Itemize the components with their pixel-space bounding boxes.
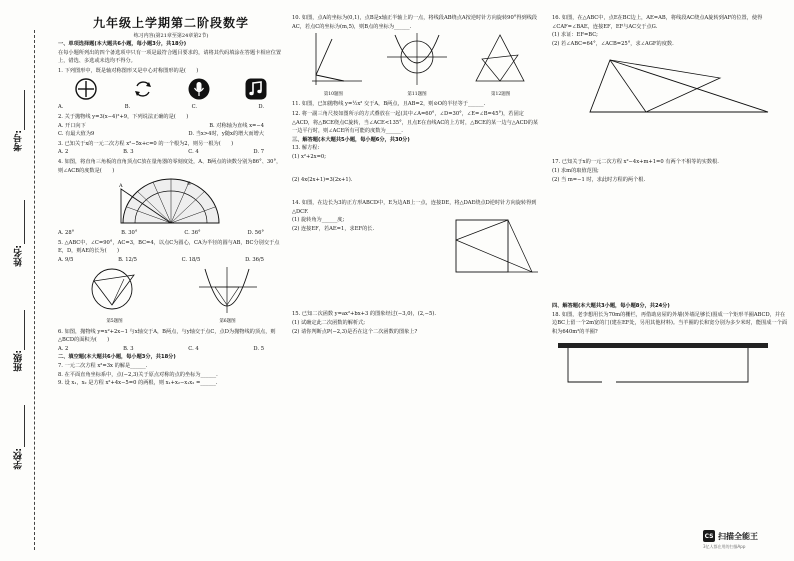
option-b: B. 12/5 (118, 256, 137, 263)
question-2: 2. 关于抛物线 y=3(x−4)²+9，下列说法正确的是( ) (58, 113, 189, 120)
question-11: 11. 如图，已知抛物线 y=½x² 交于A，B两点，且AB=2，则⊙O的半径等于______. (292, 101, 486, 108)
question-17: 17. 已知关于x的一元二次方程 x²−4x+m+1=0 有两个不相等的实数根. (552, 159, 719, 166)
refresh-arrows-icon (132, 78, 154, 100)
question-2-options-row1 (58, 122, 284, 131)
microphone-icon (188, 78, 210, 100)
figure-10 (302, 31, 364, 99)
name-blank (24, 200, 25, 244)
question-14-part1: (1) 旋转角为______度; (292, 217, 345, 224)
question-14: 14. 如图，在边长为3的正方形ABCD中，E为边AB上一点，连接DE，将△DAE绕点D逆时针方向旋转得到△DCF. (292, 200, 537, 215)
section-3-heading: 三、解答题(本大题共5小题，每小题6分，共30分) (292, 136, 410, 143)
option-c: C. 有最大值为9 (58, 131, 95, 138)
question-13-part2: (2) 4x(2x+1)=3(2x+1). (292, 176, 353, 183)
option-c: C. 36° (184, 230, 201, 237)
label-name: 姓名: (14, 245, 24, 267)
label-a: A (119, 183, 123, 190)
figure-5-caption: 第5题图 (106, 319, 123, 325)
question-6-options (58, 345, 284, 354)
cut-line (34, 30, 35, 550)
figure-11-caption: 第11题图 (407, 91, 427, 97)
question-17-part1: (1) 求m的取值范围; (552, 167, 599, 174)
question-15-part2: (2) 请你判断点P(−2,3)是否在这个二次函数的图象上? (292, 328, 418, 335)
option-a: A. 2 (58, 345, 69, 352)
question-6: 6. 如图，抛物线 y=x²+2x−1 与x轴交于A，B两点，与y轴交于点C，点D为抛物线的顶点，则△BCD的面积为( ) (58, 328, 276, 344)
option-d: D. 36/5 (245, 256, 264, 263)
triangle-rotation-figure (570, 50, 770, 130)
section-1-note: 在每小题所列出的四个备选项中只有一项是最符合题目要求的，请将其代码填涂在答题卡相应位置上，错选、多选或未选均不得分。 (58, 49, 282, 65)
scanner-watermark (703, 530, 758, 549)
option-a: A. 开口向下 (58, 122, 86, 129)
question-3: 3. 已知关于x的一元二次方程 x²−5x+c=0 的一个根为2，则另一根为( ) (58, 140, 234, 147)
figure-10-caption: 第10题图 (323, 91, 343, 97)
class-blank (24, 310, 25, 350)
option-a: A. 28° (58, 230, 75, 237)
option-a: A. 9/5 (58, 256, 74, 263)
option-d: D. 5 (253, 345, 264, 352)
column-3 (552, 14, 788, 391)
question-1-options (58, 103, 284, 112)
plus-circle-icon (75, 78, 97, 100)
camscanner-logo: CS (703, 530, 715, 542)
question-14-body (292, 216, 542, 276)
question-14-part2: (2) 连接EF，若AE=1，求EF的长. (292, 225, 375, 232)
option-c: C. 4 (188, 345, 199, 352)
school-blank (24, 405, 25, 447)
question-16: 16. 如图，在△ABC中，点E在BC边上，AE=AB，将线段AC绕点A旋转到AF的位置，使得∠CAF=∠BAE，连接EF，EF与AC交于点G. (552, 15, 763, 30)
option-b: B. 3 (123, 149, 134, 156)
square-rotation-figure (452, 216, 542, 276)
figure-5 (84, 265, 146, 327)
option-a: A. (58, 104, 64, 111)
question-4: 4. 如图，将直角三角板的直角顶点C放在量角器的零刻度处，A、B两点的读数分别为86°、30°，则∠ACB的度数是( ) (58, 158, 282, 174)
option-d: D. 56° (247, 230, 264, 237)
label-b: B (187, 181, 191, 188)
question-5-options (58, 256, 284, 265)
option-b: B. (124, 104, 131, 111)
figure-6 (197, 265, 259, 327)
section-4-heading: 四、解答题(本大题共3小题，每小题8分，共24分) (552, 303, 670, 310)
figure-11 (385, 31, 449, 99)
option-c: C. 4 (188, 149, 199, 156)
option-d: D. 7 (253, 149, 264, 156)
fence-figure (558, 343, 768, 392)
question-5: 5. △ABC中，∠C=90°，AC=3，BC=4，以点C为圆心，CA为半径的圆与AB，BC分别交于点E，D，则AE的长为( ) (58, 239, 280, 255)
option-b: B. 3 (123, 345, 134, 352)
label-school: 学校: (14, 448, 24, 470)
camscanner-tagline: 3亿人都在用的扫描App (703, 544, 746, 549)
binding-margin (4, 30, 48, 550)
figure-12-caption: 第12题图 (491, 91, 511, 97)
label-exam-number: 考号: (14, 130, 24, 152)
exam-number-blank (24, 90, 25, 130)
question-13-part1: (1) x²+2x=0; (292, 153, 326, 160)
question-17-part2: (2) 当 m=−1 时，求此时方程的两个根. (552, 176, 646, 183)
figures-10-12 (292, 31, 542, 99)
question-12: 12. 将一副三角尺按如图所示的方式叠放在一起(其中∠A=60°，∠D=30°，∠E=∠B=45°)，若固定△ACD，将△BCE绕点C旋转，当∠ACE<135°，且点E在直线AC的上方时，△BCE的某一边与△ACD的某一边平行时，则∠ACE所有可能的度数为______. (292, 110, 539, 135)
figure-12 (470, 31, 532, 99)
exam-title: 九年级上学期第二阶段数学 (92, 16, 249, 30)
question-9: 9. 设 x₁，x₂ 是方程 x²+4x−5=0 的两根，则 x₁+x₂−x₁x₂ =______. (58, 380, 218, 387)
exam-subtitle: 练习内容(第21章至第24章第2节) (133, 33, 209, 39)
section-1-heading: 一、单项选择题(本大题共6小题，每小题3分，共18分) (58, 41, 187, 47)
question-2-options-row2 (58, 130, 284, 139)
option-a: A. 2 (58, 149, 69, 156)
column-2 (292, 14, 542, 336)
question-1-figures (58, 78, 284, 100)
option-b: B. 对称轴为直线 x=−4 (209, 122, 264, 129)
music-note-icon (245, 78, 267, 100)
option-c: C. (191, 104, 197, 111)
question-13: 13. 解方程: (292, 145, 320, 152)
protractor-figure (119, 177, 223, 227)
option-d: D. (258, 104, 264, 111)
option-c: C. 18/5 (181, 256, 201, 263)
option-d: D. 当x>4时，y随x的增大而增大 (188, 131, 264, 138)
camscanner-name: 扫描全能王 (718, 531, 758, 541)
question-16-part2: (2) 若∠ABC=64°，∠ACB=25°，求∠AGF的度数. (552, 40, 674, 47)
label-class: 班级: (14, 350, 24, 372)
question-4-options (58, 229, 284, 238)
figures-5-6 (58, 265, 284, 327)
figure-6-caption: 第6题图 (219, 319, 236, 325)
question-18: 18. 如图，老李想用长为70m的栅栏，再借助房屋的外墙(外墙足够长)围成一个矩形羊圈ABCD，并在边BC上留一个2m宽的门(建在EF处，另用其他材料)。当羊圈的长和宽分别为多少米时，能围成一个面积为640m²的羊圈? (552, 311, 788, 335)
question-1: 1. 下列图形中，既是轴对称图形又是中心对称图形的是( ) (58, 67, 199, 74)
question-15-part1: (1) 试确定此二次函数的解析式; (292, 319, 365, 326)
question-10: 10. 如图，点A的坐标为(0,1)，点B是x轴正半轴上的一点，将线段AB绕点A按逆时针方向旋转90°得到线段AC，若点C的坐标为(m,5)，则B点的坐标为______. (292, 15, 538, 30)
section-2-heading: 二、填空题(本大题共6小题，每小题3分，共18分) (58, 354, 176, 361)
question-15: 15. 已知二次函数 y=ax²+bx+3 的图象经过(−3,0)，(2,−5). (292, 311, 436, 318)
option-b: B. 30° (121, 230, 138, 237)
question-8: 8. 在平面直角坐标系中，点(−2,3)关于原点对称的点的坐标为______. (58, 371, 218, 378)
question-3-options (58, 148, 284, 157)
question-16-part1: (1) 求证：EF=BC; (552, 32, 598, 39)
question-7: 7. 一元二次方程 x²=3x 的解是______. (58, 363, 148, 370)
column-1 (58, 14, 284, 388)
